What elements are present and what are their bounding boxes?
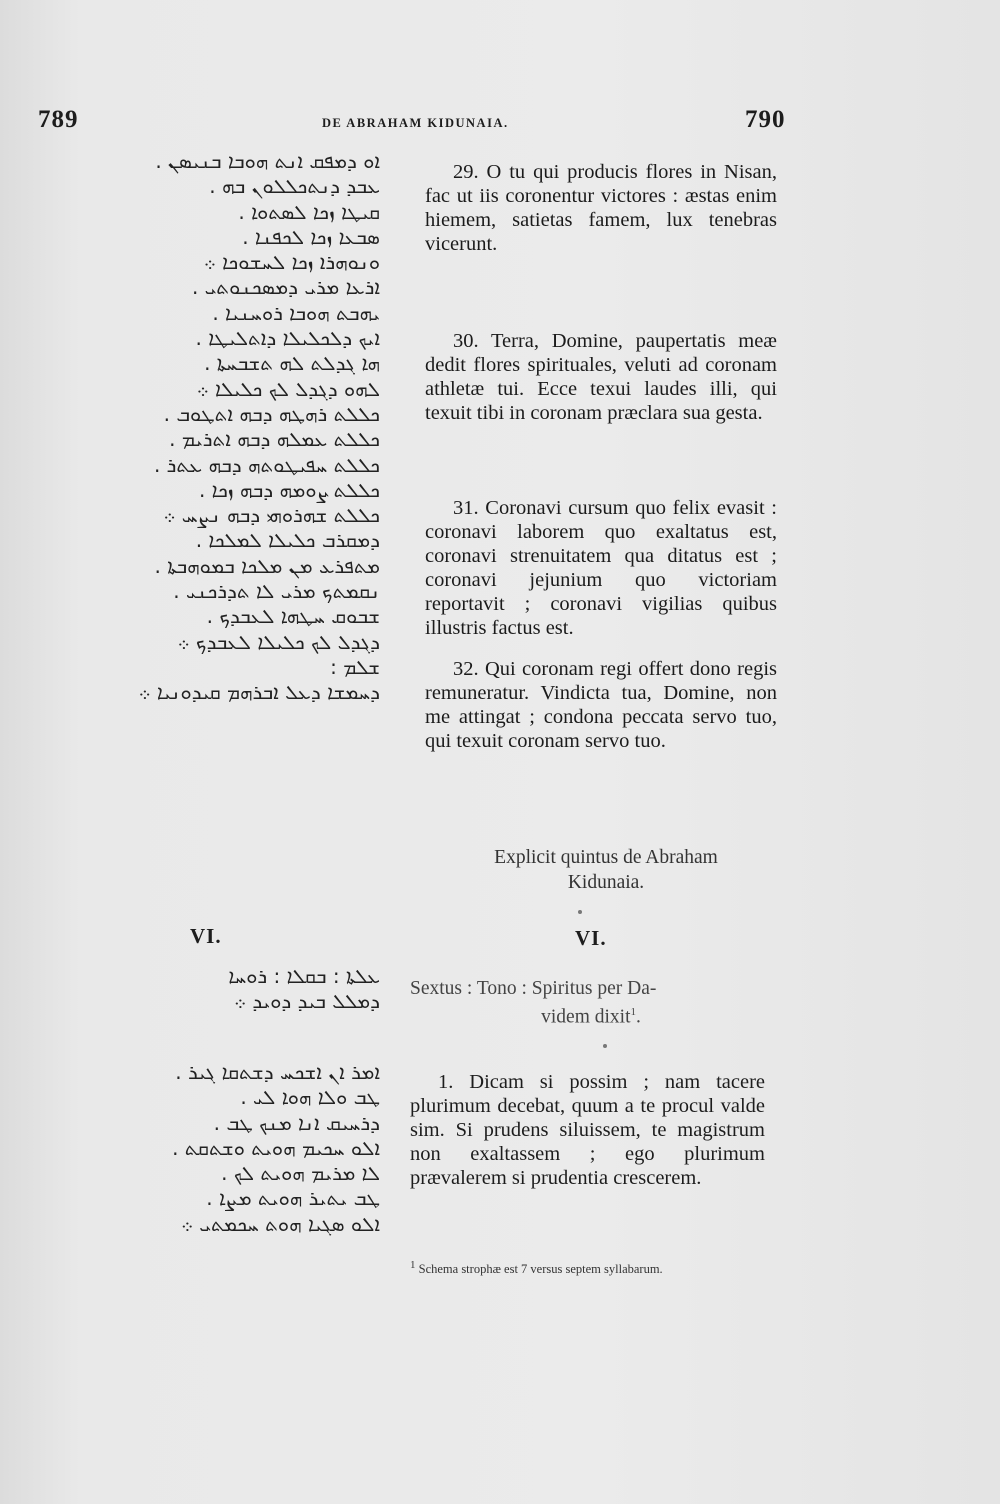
syriac-section-heading: VI.: [190, 924, 222, 948]
latin-paragraph-29: [425, 161, 777, 257]
latin-paragraph-1: [410, 1070, 765, 1190]
explicit-line-2: Kidunaia.: [567, 872, 645, 893]
footnote: [410, 1257, 740, 1277]
syriac-verse-line: ܥܠܬܐ : ܒܩܠܐ : ܪܘܚܐ: [228, 964, 380, 988]
latin-section-heading: VI.: [575, 926, 607, 950]
decorative-dot: [578, 910, 582, 914]
footnote-mark: 1: [410, 1259, 416, 1271]
syriac-verse-line: ܩܝܛܐ ܙܟܐ ܠܣܬܘܐ .: [238, 199, 380, 224]
syriac-verse-line: ܕܡܠܠ ܒܝܕ ܕܘܝܕ ܀: [234, 989, 380, 1014]
paragraph-number: 32.: [453, 658, 479, 680]
syriac-verse-line: ܫܒܘܩ ܚܛܗܐ ܠܥܒܕܟ .: [206, 604, 380, 629]
syriac-verse-line: ܛܒ ܝܬܝܪ ܗܘܝܬ ܡܨܐ .: [206, 1186, 380, 1211]
syriac-verse-line: ܐܝܟ ܕܠܟܠܝܠܐ ܕܐܬܠܝܛܐ .: [195, 326, 380, 351]
page-number-left: 789: [38, 106, 79, 133]
syriac-verse-line: ܕܓܕܠ ܠܟ ܟܠܝܠܐ ܠܥܒܕܟ ܀: [177, 629, 380, 654]
hymn-title-line-2: videm dixit: [541, 1006, 631, 1027]
syriac-verse-line: ܗܐ ܓܕܠܬ ܠܗ ܬܫܒܚܬܐ .: [204, 351, 380, 376]
syriac-verse-line: ܢܩܡܬܟ ܡܪܝ ܠܐ ܬܕܪܟܢܝ .: [173, 579, 380, 604]
latin-paragraph-32: [425, 658, 777, 754]
syriac-verse-line: ܐܠܘ ܚܟܝܡ ܗܘܝܬ ܘܫܬܩܬ .: [172, 1135, 380, 1160]
paragraph-text: Qui coronam regi offert dono regis remuneratur. Vindicta tua, Domine, non me attingat ; condona peccata servo tuo, qui texuit coronam servo tuo.: [425, 658, 777, 752]
paragraph-text: Terra, Domine, paupertatis meæ dedit flores spirituales, veluti ad coronam athletæ tui. Ecce texui laudes illi, qui texuit tibi in coronam præclara sua gesta.: [425, 330, 777, 424]
syriac-verse-line: ܐܘ ܕܡܦܩ ܐܢܬ ܗܘܒܐ ܒܢܝܣܢ .: [155, 149, 380, 173]
syriac-verse-line: ܕܡܩܪܒ ܟܠܝܠܐ ܠܡܠܟܐ .: [195, 528, 380, 553]
syriac-verse-line: ܫܠܡ :: [330, 654, 380, 679]
syriac-verse-line: ܠܐ ܡܪܝܡ ܗܘܝܬ ܠܟ .: [221, 1161, 380, 1186]
syriac-title-block: [40, 964, 380, 1015]
page-number-right: 790: [745, 106, 786, 133]
syriac-verse-line: ܐܡܪ ܐܢ ܐܫܟܚ ܕܫܬܩܐ ܓܝܪ .: [175, 1060, 380, 1084]
paragraph-number: 31.: [453, 497, 479, 519]
syriac-stanza-block: [40, 1060, 380, 1237]
syriac-verse-line: ܐܪܥܐ ܡܪܝ ܕܡܣܟܢܘܬܝ .: [191, 275, 380, 300]
paragraph-number: 29.: [453, 161, 479, 183]
syriac-verse-line: ܟܠܠܬ ܪܗܛܗ ܕܒܗ ܐܬܛܘܒ .: [163, 401, 380, 426]
syriac-verse-line: ܛܒ ܘܠܐ ܗܘܐ ܠܝ .: [240, 1085, 380, 1110]
latin-paragraph-30: [425, 330, 777, 426]
explicit-colophon: [420, 845, 792, 895]
paragraph-text: Dicam si possim ; nam tacere plurimum decebat, quum a te procul valde sim. Si prudens siluissem, te magistrum non exaltassem ; ego plurimum prævalerem si prudentia crescerem.: [410, 1071, 766, 1189]
syriac-verse-line: ܡܬܦܪܥ ܡܢ ܡܠܟܐ ܒܡܘܗܒܬܐ .: [154, 553, 380, 578]
paragraph-text: O tu qui producis flores in Nisan, fac ut iis coronentur victores : æstas enim hiemem, satietas famem, lux tenebras vicerunt.: [425, 161, 778, 255]
syriac-verse-line: ܘܢܘܗܪܐ ܙܟܐ ܠܚܫܘܟܐ ܀: [203, 250, 380, 275]
latin-paragraph-31: [425, 497, 777, 640]
paragraph-number: 1.: [438, 1071, 454, 1093]
syriac-verse-line: ܠܗܘ ܕܓܕܠ ܠܟ ܟܠܝܠܐ ܀: [196, 376, 380, 401]
hymn-title-end: .: [636, 1006, 641, 1027]
hymn-title: [410, 977, 772, 1029]
paragraph-number: 30.: [453, 330, 479, 352]
syriac-verse-line: ܣܒܥܐ ܙܟܐ ܠܟܦܢܐ .: [242, 224, 380, 249]
footnote-text: Schema strophæ est 7 versus septem syllabarum.: [418, 1262, 663, 1277]
syriac-verse-line: ܕܚܡܫܐ ܕܥܠ ܐܒܪܗܡ ܩܝܕܘܢܝܐ ܀: [138, 680, 380, 705]
syriac-verse-line: ܟܠܠܬ ܥܡܠܗ ܕܒܗ ܐܬܪܝܡ .: [169, 427, 380, 452]
decorative-dot: [603, 1044, 607, 1048]
syriac-verse-line: ܟܠܠܬ ܨܘܡܗ ܕܒܗ ܙܟܐ .: [198, 477, 380, 502]
footnote-reference: 1: [630, 1005, 636, 1018]
syriac-verse-line: ܝܗܒܬ ܗܘܒܐ ܪܘܚܢܝܐ .: [212, 300, 380, 325]
hymn-title-line-1: Sextus : Tono : Spiritus per Da-: [410, 978, 657, 999]
running-head: DE ABRAHAM KIDUNAIA.: [322, 116, 509, 130]
syriac-verse-line: ܥܒܕ ܕܢܬܟܠܠܘܢ ܒܗ .: [209, 174, 380, 199]
syriac-verse-line: ܟܠܠܬ ܫܗܪܘܗܝ ܕܒܗ ܢܨܚ ܀: [163, 503, 380, 528]
syriac-verse-line: ܟܠܠܬ ܚܦܝܛܘܬܗ ܕܒܗ ܥܬܪ .: [153, 452, 380, 477]
syriac-text-block: [40, 149, 380, 706]
paragraph-text: Coronavi cursum quo felix evasit : coronavi laborem quo exaltatus est, coronavi strenuitatem qua ditatus est ; coronavi jejunium quo victoriam reportavit ; coronavi vigilias quibus illustris factus est.: [425, 497, 777, 639]
syriac-verse-line: ܕܪܚܝܩ ܐܢܐ ܡܢܟ ܛܒ .: [213, 1110, 380, 1135]
explicit-line-1: Explicit quintus de Abraham: [494, 847, 718, 868]
syriac-verse-line: ܐܠܘ ܣܓܝܐ ܗܘܬ ܚܟܡܬܝ ܀: [180, 1211, 380, 1236]
